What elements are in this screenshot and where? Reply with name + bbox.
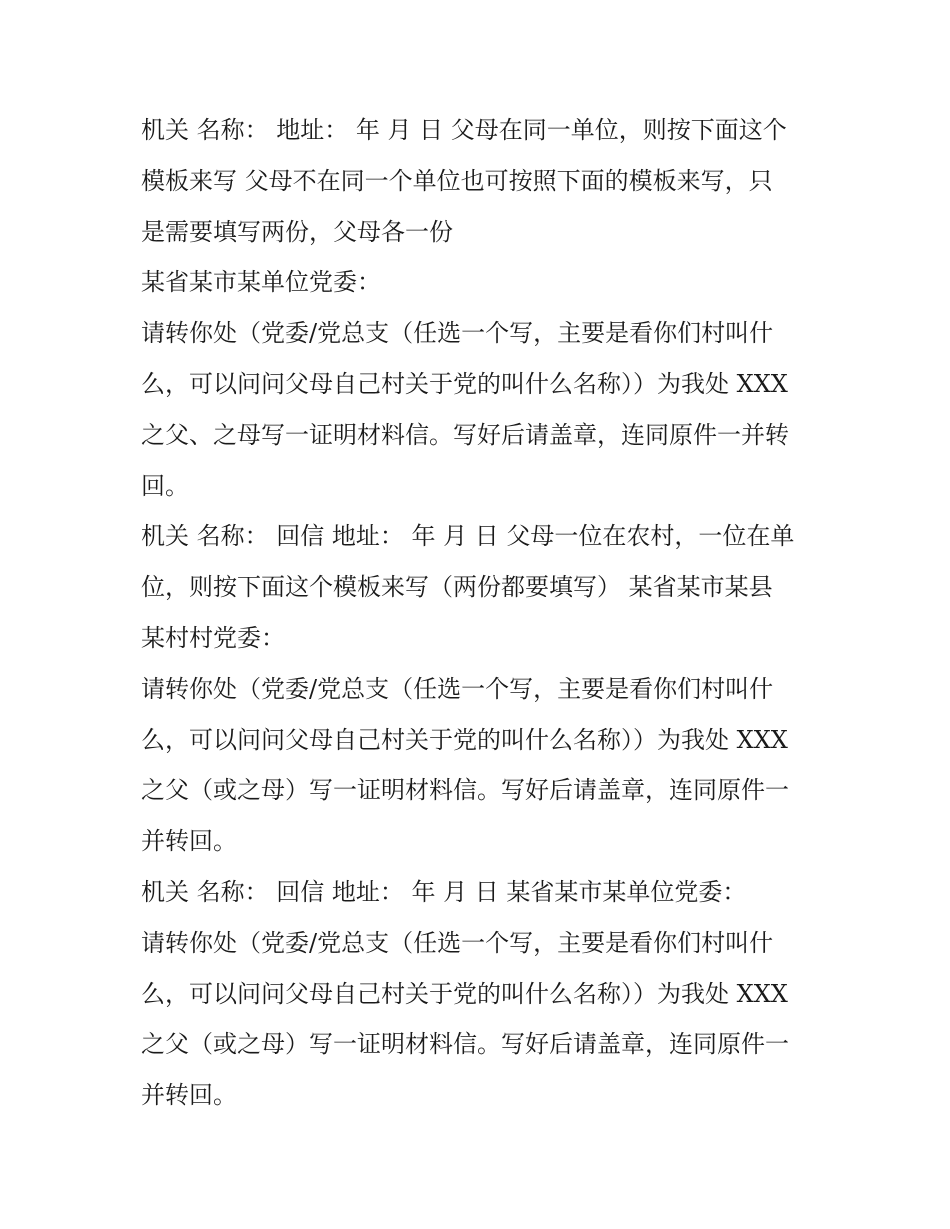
document-body <box>141 105 813 1121</box>
text-line: 某省某市某单位党委： <box>141 268 381 297</box>
text-line: 之父、之母写一证明材料信。写好后请盖章，连同原件一并转 <box>141 420 789 449</box>
text-line: 么，可以问问父母自己村关于党的叫什么名称））为我处 XXX <box>141 979 788 1008</box>
text-line: 回。 <box>141 471 189 500</box>
text-line: 并转回。 <box>141 1081 237 1110</box>
text-line: 位，则按下面这个模板来写（两份都要填写） 某省某市某县 <box>141 573 773 602</box>
text-line: 机关 名称： 回信 地址： 年 月 日 某省某市某单位党委： <box>141 877 747 906</box>
text-line: 机关 名称： 回信 地址： 年 月 日 父母一位在农村，一位在单 <box>141 522 795 551</box>
text-line: 机关 名称： 地址： 年 月 日 父母在同一单位，则按下面这个 <box>141 116 787 144</box>
text-line: 请转你处（党委/党总支（任选一个写，主要是看你们村叫什 <box>141 674 774 703</box>
text-line: 模板来写 父母不在同一个单位也可按照下面的模板来写，只 <box>141 166 773 195</box>
text-line: 请转你处（党委/党总支（任选一个写，主要是看你们村叫什 <box>141 319 774 348</box>
text-line: 是需要填写两份，父母各一份 <box>141 217 453 246</box>
text-line: 之父（或之母）写一证明材料信。写好后请盖章，连同原件一 <box>141 1030 789 1059</box>
text-line: 么，可以问问父母自己村关于党的叫什么名称））为我处 XXX <box>141 725 788 754</box>
text-line: 某村村党委： <box>141 623 285 652</box>
text-line: 之父（或之母）写一证明材料信。写好后请盖章，连同原件一 <box>141 776 789 805</box>
text-line: 请转你处（党委/党总支（任选一个写，主要是看你们村叫什 <box>141 928 774 957</box>
text-line: 么，可以问问父母自己村关于党的叫什么名称））为我处 XXX <box>141 369 788 398</box>
text-line: 并转回。 <box>141 827 237 856</box>
